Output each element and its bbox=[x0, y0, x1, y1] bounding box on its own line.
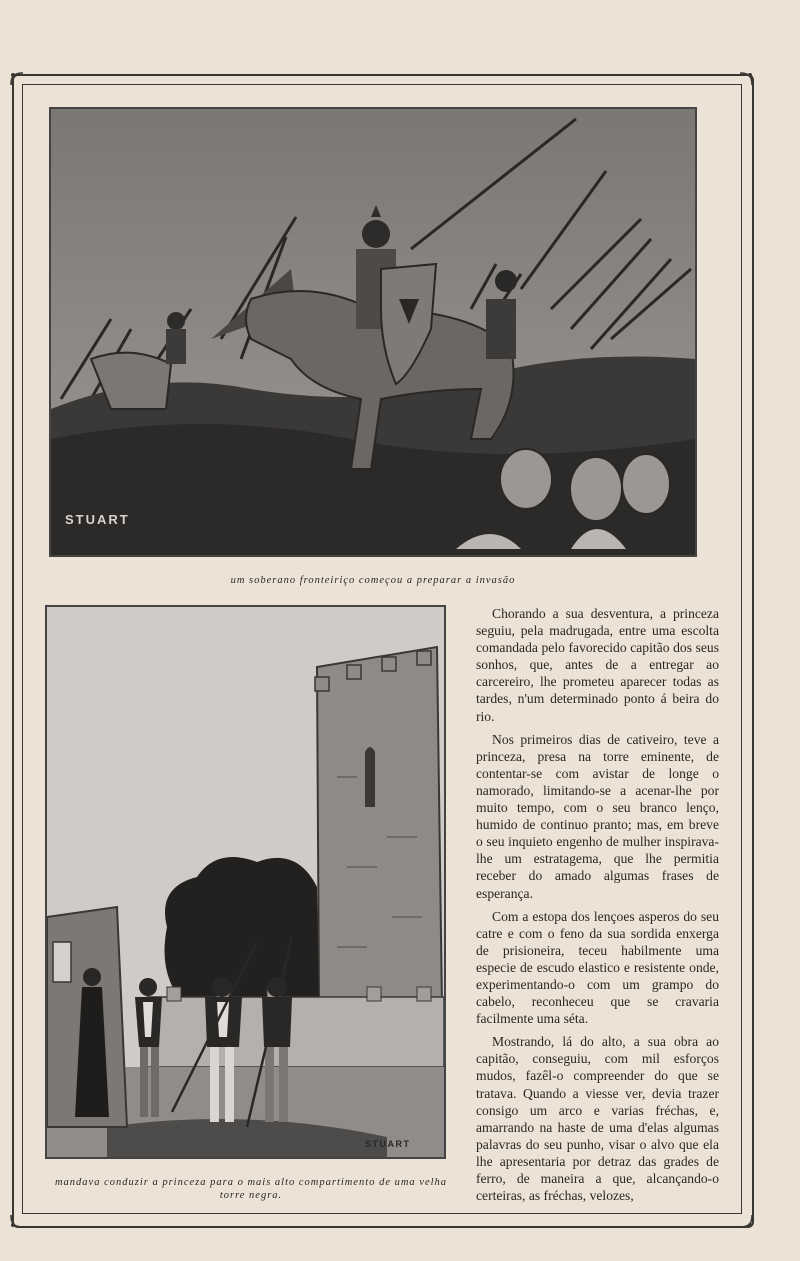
knights-army-drawing bbox=[51, 109, 695, 555]
artist-signature: STUART bbox=[365, 1139, 411, 1149]
corner-ornament-icon bbox=[8, 1212, 26, 1230]
bottom-illustration-caption: mandava conduzir a princeza para o mais alto compartimento de uma velha torre negra. bbox=[54, 1177, 448, 1201]
corner-ornament-icon bbox=[737, 70, 755, 88]
article-paragraph: Mostrando, lá do alto, a sua obra ao capitão, conseguiu, com mil esforços mudos, fazêl-o compreender do que se tratava. Quando a viesse ver, devia trazer consigo um arco e varias fréchas, e, amarrando na haste de uma d'elas algumas palavras do seu punho, visar o alvo que ela lhe apresentaria por detraz das grades de ferro, de maneira a que, alcançando-o certeiras, as fréchas, velozes, bbox=[476, 1034, 719, 1204]
article-paragraph: Chorando a sua desventura, a princeza seguiu, pela madrugada, entre uma escolta comandada pelo favorecido capitão dos seus sonhos, que, antes de a entregar ao carcereiro, lhe prometeu aparecer todas as tardes, n'um determinado ponto á beira do rio. bbox=[476, 606, 719, 724]
knights-army-illustration bbox=[49, 107, 697, 557]
article-paragraph: Nos primeiros dias de cativeiro, teve a princeza, presa na torre eminente, de contentar-se com avistar de longe o namorado, limitando-se a acenar-lhe por muito tempo, com o seu branco lenço, humido de continuo pranto; mas, em breve o seu inquieto engenho de mulher inspirava-lhe um estratagema, que lhe permitia receber do amado algumas frases de esperança. bbox=[476, 731, 719, 901]
corner-ornament-icon bbox=[737, 1212, 755, 1230]
article-paragraph: Com a estopa dos lençoes asperos do seu catre e com o feno da sua sordida enxerga de prisioneira, teceu habilmente uma especie de escudo elastico e resistente onde, experimentando-o com um grampo do cabelo, reconheceu que se cravaria facilmente uma séta. bbox=[476, 908, 719, 1027]
top-illustration-caption: um soberano fronteiriço começou a preparar a invasão bbox=[230, 575, 516, 586]
tower-scene-drawing bbox=[47, 607, 444, 1157]
artist-signature: STUART bbox=[65, 512, 130, 527]
article-text-column bbox=[476, 605, 719, 1210]
tower-scene-illustration bbox=[45, 605, 446, 1159]
corner-ornament-icon bbox=[8, 70, 26, 88]
